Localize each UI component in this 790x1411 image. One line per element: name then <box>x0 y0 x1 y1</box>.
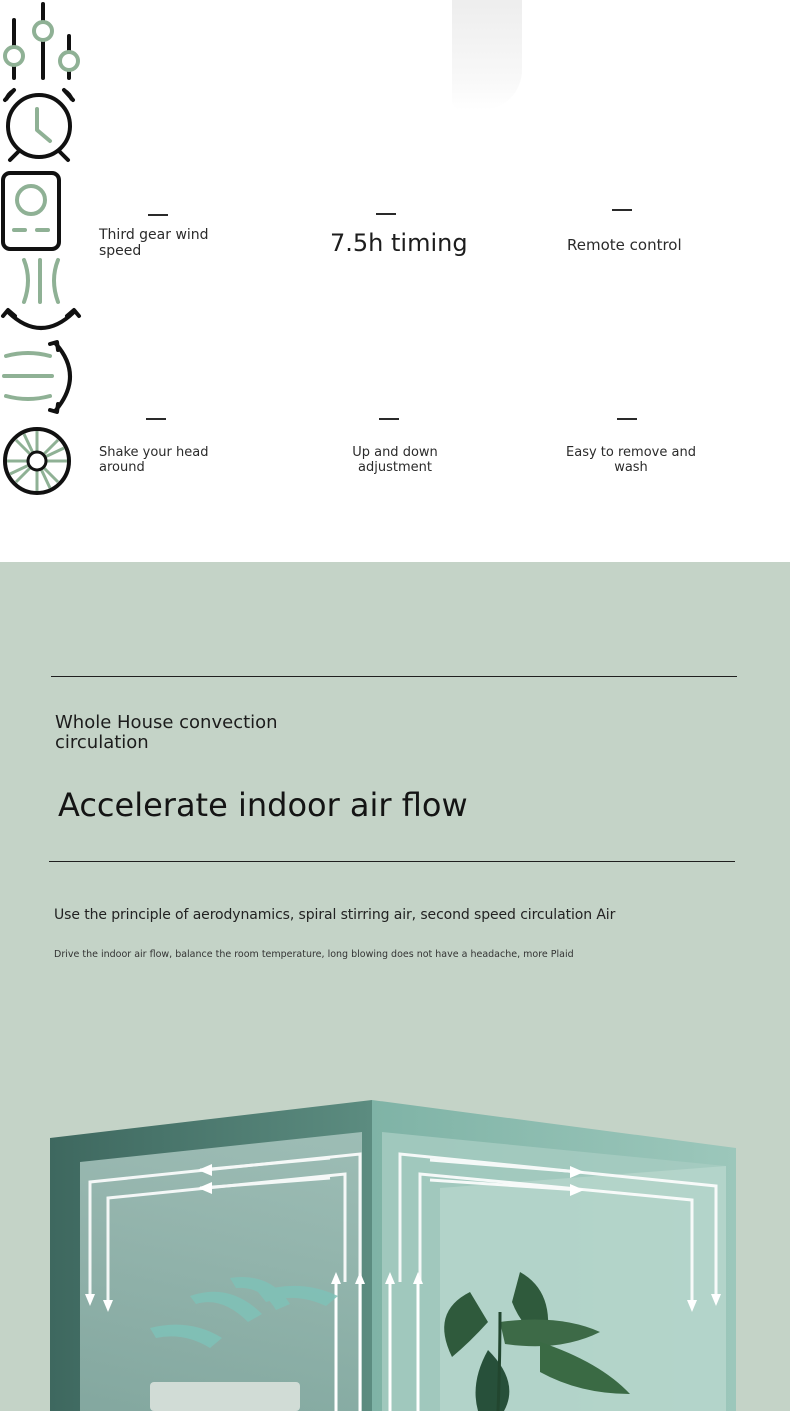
sliders-icon <box>0 0 86 82</box>
room-airflow-illustration <box>0 1082 790 1411</box>
bottom-rule <box>49 861 735 862</box>
fan-grille-icon <box>0 424 74 498</box>
airflow-section <box>0 562 790 1411</box>
section-detail: Drive the indoor air flow, balance the room temperature, long blowing does not have a headache, more Plaid <box>54 949 574 960</box>
feature-label: 7.5h timing <box>330 229 468 257</box>
divider <box>146 418 166 420</box>
divider <box>379 418 399 420</box>
divider <box>376 213 396 215</box>
divider <box>612 209 632 211</box>
feature-label: Third gear wind speed <box>99 227 209 259</box>
section-subtitle: Whole House convection circulation <box>55 712 278 753</box>
feature-label: Easy to remove and wash <box>566 445 696 475</box>
divider <box>148 214 168 216</box>
divider <box>617 418 637 420</box>
top-rule <box>51 676 737 677</box>
feature-label: Shake your head around <box>99 445 209 475</box>
feature-section <box>0 0 790 562</box>
section-description: Use the principle of aerodynamics, spiral stirring air, second speed circulation Air <box>54 907 616 923</box>
feature-label: Up and down adjustment <box>352 445 438 475</box>
tilt-adjust-icon <box>0 336 80 420</box>
remote-control-icon <box>0 170 62 252</box>
section-headline: Accelerate indoor air flow <box>58 786 468 824</box>
oscillation-icon <box>0 256 82 332</box>
product-shadow <box>452 0 522 110</box>
alarm-clock-icon <box>0 86 78 166</box>
feature-label: Remote control <box>567 236 682 254</box>
